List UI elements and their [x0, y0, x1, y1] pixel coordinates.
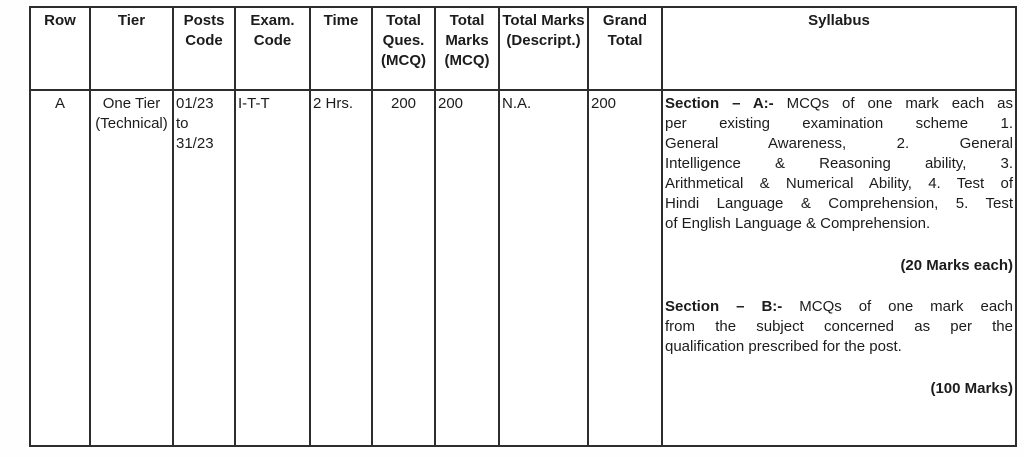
header-row [30, 7, 1016, 90]
col-header-total-marks-descript: Total Marks (Descript.) [499, 7, 588, 90]
syllabus-line [665, 297, 1013, 317]
posts-code-line: 31/23 [176, 135, 214, 152]
col-header-posts-code: Posts Code [173, 7, 235, 90]
exam-scheme-table [29, 6, 1017, 447]
section-a-marks: (20 Marks each) [900, 256, 1013, 274]
cell-total-marks-mcq: 200 [435, 90, 499, 446]
tier-line: (Technical) [95, 115, 168, 132]
syllabus-line-text: MCQs of one mark each [799, 298, 1013, 315]
syllabus-line: Intelligence & Reasoning ability, 3. [665, 155, 1013, 172]
posts-code-line: 01/23 [176, 95, 214, 112]
posts-code-line: to [176, 115, 189, 132]
cell-tier [90, 90, 173, 446]
cell-grand-total: 200 [588, 90, 662, 446]
section-a-heading: Section – A:- [665, 95, 774, 112]
col-header-time: Time [310, 7, 372, 90]
syllabus-line-text: MCQs of one mark each as [786, 95, 1013, 112]
col-header-tier: Tier [90, 7, 173, 90]
syllabus-line [665, 94, 1013, 114]
syllabus-line: Arithmetical & Numerical Ability, 4. Test of [665, 175, 1013, 192]
syllabus-line: qualification prescribed for the post. [665, 338, 902, 355]
syllabus-line: of English Language & Comprehension. [665, 215, 931, 232]
col-header-exam-code: Exam. Code [235, 7, 310, 90]
table-row [30, 90, 1016, 446]
cell-row: A [30, 90, 90, 446]
cell-total-ques-mcq: 200 [372, 90, 435, 446]
syllabus-line: General Awareness, 2. General [665, 135, 1013, 152]
col-header-total-ques-mcq: Total Ques. (MCQ) [372, 7, 435, 90]
syllabus-line: per existing examination scheme 1. [665, 115, 1013, 132]
cell-exam-code: I-T-T [235, 90, 310, 446]
cell-posts-code [173, 90, 235, 446]
tier-line: One Tier [102, 95, 161, 112]
cell-total-marks-descript: N.A. [499, 90, 588, 446]
cell-time: 2 Hrs. [310, 90, 372, 446]
syllabus-line: Hindi Language & Comprehension, 5. Test [665, 195, 1013, 212]
section-b-heading: Section – B:- [665, 298, 783, 315]
col-header-row: Row [30, 7, 90, 90]
col-header-total-marks-mcq: Total Marks (MCQ) [435, 7, 499, 90]
cell-syllabus [662, 90, 1016, 446]
syllabus-line: from the subject concerned as per the [665, 318, 1013, 335]
col-header-grand-total: Grand Total [588, 7, 662, 90]
col-header-syllabus: Syllabus [662, 7, 1016, 90]
section-b-marks: (100 Marks) [930, 379, 1013, 397]
